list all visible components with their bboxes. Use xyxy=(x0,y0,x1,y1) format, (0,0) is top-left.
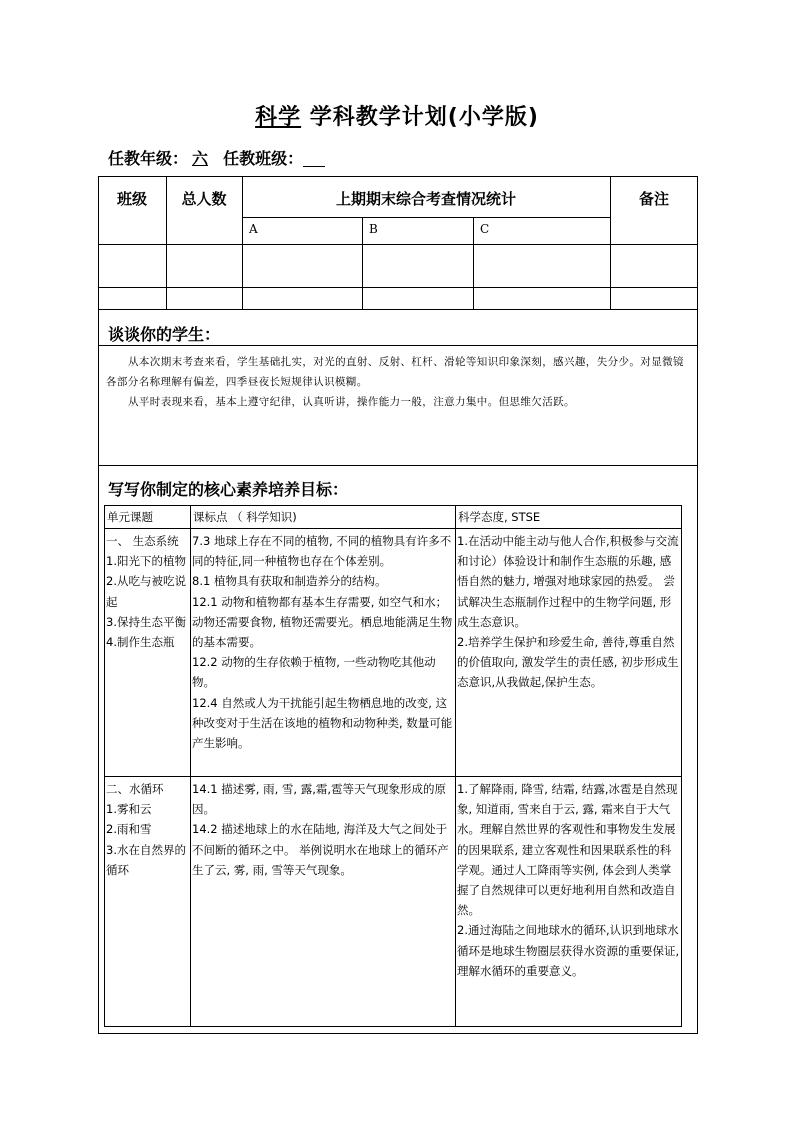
stats-row-divider xyxy=(98,287,698,288)
attitude-point: 2.培养学生保护和珍爱生命, 善待,尊重自然的价值取向, 激发学生的责任感, 初步形成生态意识,从我做起,保护生态。 xyxy=(457,635,679,690)
goals-header-unit: 单元课题 xyxy=(105,506,191,529)
unit-topic: 3.水在自然界的循环 xyxy=(106,842,186,877)
unit-topic: 1.雾和云 xyxy=(106,802,152,817)
comment-paragraph: 从本次期末考查来看，学生基础扎实，对光的直射、反射、杠杆、滑轮等知识印象深刻，感兴趣，失分少。对显微镜各部分名称理解有偏差，四季昼夜长短规律认识模糊。 xyxy=(106,356,684,388)
unit-topic: 1.阳光下的植物 xyxy=(106,554,186,569)
unit-topic: 2.雨和雪 xyxy=(106,822,152,837)
stats-col-line xyxy=(362,217,363,309)
unit-topic: 一、 生态系统 xyxy=(106,534,179,548)
col-header-stats: 上期期末综合考查情况统计 xyxy=(335,190,516,208)
attitude-point: 2.通过海陆之间地球水的循环,认识到地球水循环是地球生物圈层获得水资源的重要保证, 理解水循环的重要意义。 xyxy=(457,923,680,978)
knowledge-cell xyxy=(191,529,456,777)
goals-section-title: 写写你制定的核心素养培养目标： xyxy=(108,480,349,499)
goals-header-attitude: 科学态度, STSE xyxy=(456,506,682,529)
goals-table xyxy=(104,505,682,1027)
level-a: A xyxy=(249,222,258,236)
knowledge-point: 8.1 植物具有获取和制造养分的结构。 xyxy=(192,574,387,589)
knowledge-point: 12.1 动物和植物都有基本生存需要, 如空气和水；动物还需要食物, 植物还需要光。栖息地能满足生物的基本需要。 xyxy=(192,594,453,650)
knowledge-point: 12.2 动物的生存依赖于植物, 一些动物吃其他动物。 xyxy=(192,655,436,690)
unit-topic: 2.从吃与被吃说起 xyxy=(106,574,186,609)
attitude-cell xyxy=(456,777,682,1027)
attitude-point: 1.在活动中能主动与他人合作,积极参与交流和讨论）体验设计和制作生态瓶的乐趣, 感悟自然的魅力, 增强对地球家园的热爱。 尝试解决生态瓶制作过程中的生物学问题, 形成生态意识。 xyxy=(457,534,679,629)
goals-header-row xyxy=(105,506,682,529)
comment-paragraph: 从平时表现来看，基本上遵守纪律，认真听讲，操作能力一般，注意力集中。但思维欠活跃。 xyxy=(128,396,575,408)
goals-header-knowledge: 课标点 （ 科学知识) xyxy=(191,506,456,529)
grade-class-line xyxy=(108,146,325,169)
students-title-divider xyxy=(98,345,698,346)
level-b: B xyxy=(369,222,378,236)
stats-subheader-line xyxy=(242,217,610,218)
unit-topic: 二、水循环 xyxy=(106,782,164,796)
level-c: C xyxy=(480,222,490,236)
grade-value: 六 xyxy=(192,149,209,168)
attitude-cell xyxy=(456,529,682,777)
title-rest: 学科教学计划(小学版) xyxy=(301,105,539,130)
knowledge-point: 14.1 描述雾, 雨, 雪, 露,霜,雹等天气现象形成的原因。 xyxy=(192,782,447,817)
unit-topic: 4.制作生态瓶 xyxy=(106,635,175,650)
stats-table-bottom xyxy=(98,309,698,310)
unit-topics-cell xyxy=(105,777,191,1027)
goals-row-ecosystem xyxy=(105,529,682,777)
students-comment xyxy=(106,352,692,412)
col-header-note: 备注 xyxy=(638,190,669,208)
attitude-point: 1.了解降雨, 降雪, 结霜, 结露,冰雹是自然现象, 知道雨, 雪来自于云, 露, 霜来自于大气水。理解自然世界的客观性和事物发生发展的因果联系, 建立客观性和因果联系性的科学观。通过人工降雨等实例, 体会到人类掌握了自然规律可以更好地利用自然和改造自然。 xyxy=(457,782,678,918)
stats-header-bottom xyxy=(98,244,698,245)
knowledge-point: 12.4 自然或人为干扰能引起生物栖息地的改变, 这种改变对于生活在该地的植物和动物种类, 数量可能产生影响。 xyxy=(192,695,453,751)
stats-col-line xyxy=(473,217,474,309)
page-title xyxy=(0,100,794,131)
students-section-title: 谈谈你的学生： xyxy=(108,325,221,344)
students-section-bottom xyxy=(98,465,698,466)
knowledge-cell xyxy=(191,777,456,1027)
knowledge-point: 14.2 描述地球上的水在陆地, 海洋及大气之间处于不间断的循环之中。 举例说明水在地球上的循环产生了云, 雾, 雨, 雪等天气现象。 xyxy=(192,822,449,877)
subject-name: 科学 xyxy=(255,105,302,130)
knowledge-point: 7.3 地球上存在不同的植物, 不同的植物具有许多不同的特征,同一种植物也存在个体差别。 xyxy=(192,534,452,569)
unit-topic: 3.保持生态平衡 xyxy=(106,614,186,629)
grade-label: 任教年级： xyxy=(108,149,189,168)
goals-row-water-cycle xyxy=(105,777,682,1027)
class-label: 任教班级： xyxy=(223,149,304,168)
unit-topics-cell xyxy=(105,529,191,777)
class-value xyxy=(303,150,325,167)
col-header-class: 班级 xyxy=(116,190,147,208)
col-header-total: 总人数 xyxy=(181,190,227,208)
